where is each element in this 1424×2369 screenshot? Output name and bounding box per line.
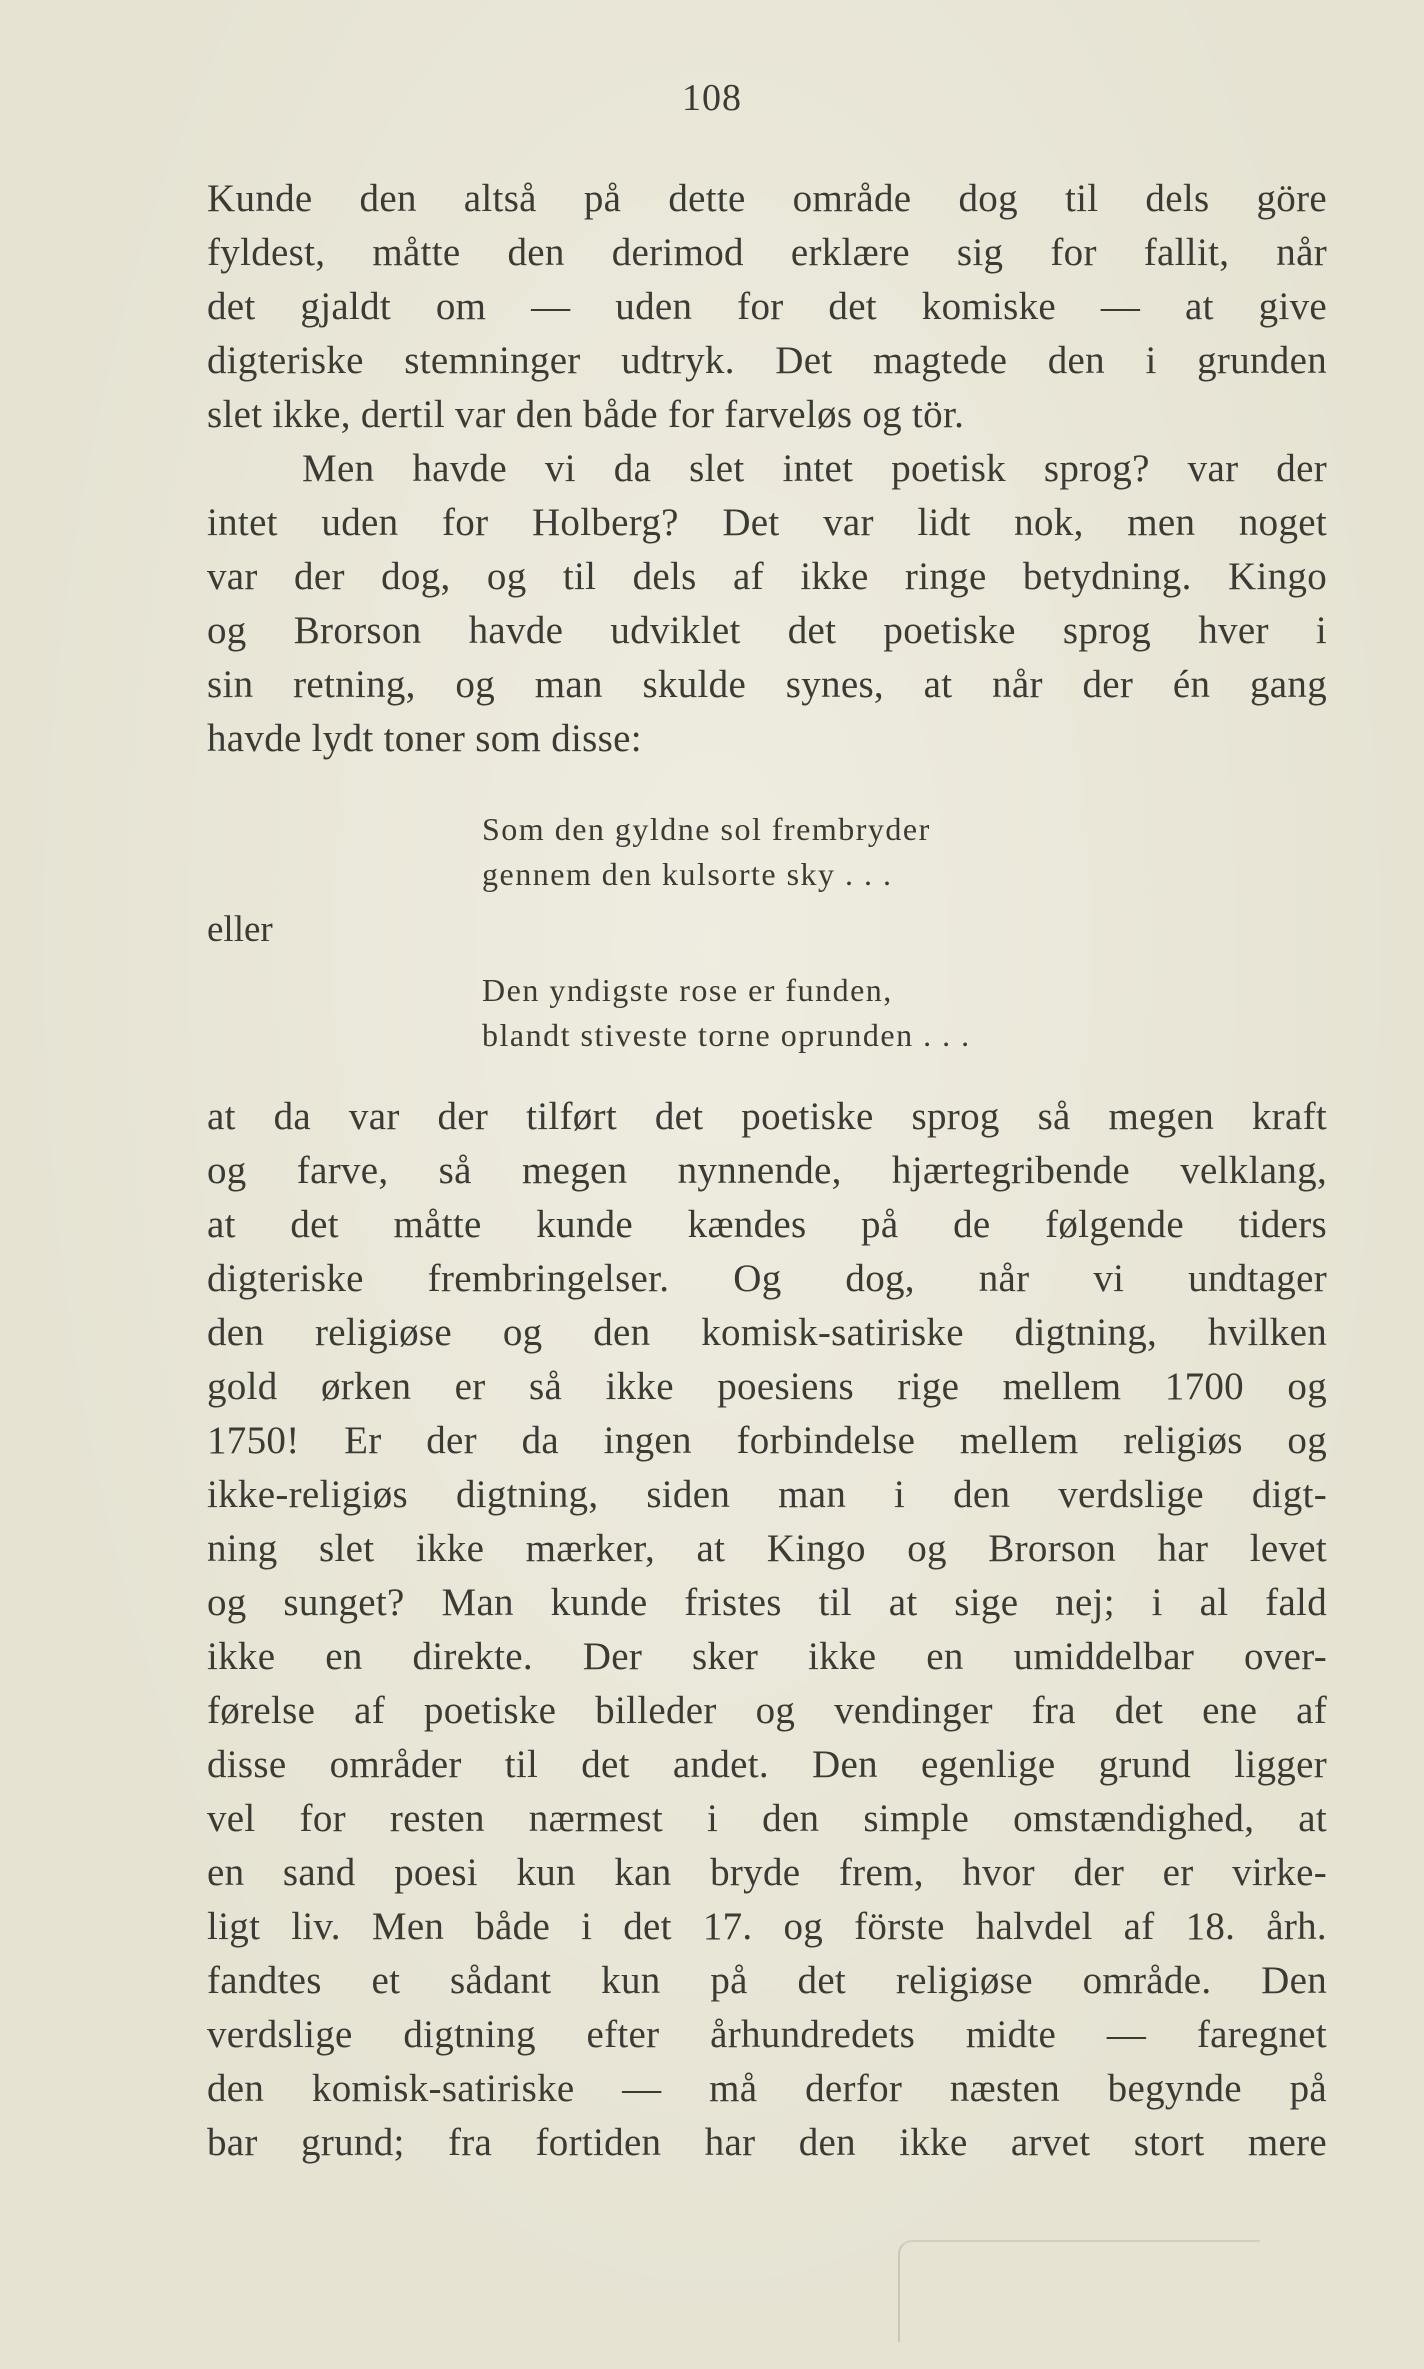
text-line: ikke-religiøs digtning, siden man i den verdslige digt- (207, 1473, 1327, 1516)
text-line: verdslige digtning efter århundredets midte — faregnet (207, 2013, 1327, 2056)
text-line: og Brorson havde udviklet det poetiske sprog hver i (207, 609, 1327, 652)
text-line: digteriske frembringelser. Og dog, når vi undtager (207, 1257, 1327, 1300)
text-line: at det måtte kunde kændes på de følgende tiders (207, 1203, 1327, 1246)
text-line: ikke en direkte. Der sker ikke en umiddelbar over- (207, 1635, 1327, 1678)
text-line: førelse af poetiske billeder og vendinger fra det ene af (207, 1689, 1327, 1732)
connector-word: eller (207, 909, 273, 950)
text-line: havde lydt toner som disse: (207, 717, 642, 760)
text-line: den komisk-satiriske — må derfor næsten begynde på (207, 2067, 1327, 2110)
text-line: en sand poesi kun kan bryde frem, hvor der er virke- (207, 1851, 1327, 1894)
text-line: ning slet ikke mærker, at Kingo og Brorson har levet (207, 1527, 1327, 1570)
text-line: fandtes et sådant kun på det religiøse område. Den (207, 1959, 1327, 2002)
text-line: vel for resten nærmest i den simple omstændighed, at (207, 1797, 1327, 1840)
text-line: slet ikke, dertil var den både for farveløs og tör. (207, 393, 965, 436)
text-line: bar grund; fra fortiden har den ikke arvet stort mere (207, 2121, 1327, 2164)
text-line: og sunget? Man kunde fristes til at sige nej; i al fald (207, 1581, 1327, 1624)
text-line: ligt liv. Men både i det 17. og förste halvdel af 18. årh. (207, 1905, 1327, 1948)
quote-line: Som den gyldne sol frembryder (482, 811, 931, 847)
text-line: den religiøse og den komisk-satiriske digtning, hvilken (207, 1311, 1327, 1354)
page-number: 108 (682, 77, 742, 119)
quote-line: gennem den kulsorte sky . . . (482, 856, 893, 892)
quote-line: Den yndigste rose er funden, (482, 972, 893, 1008)
text-line: og farve, så megen nynnende, hjærtegribende velklang, (207, 1149, 1327, 1192)
text-line: gold ørken er så ikke poesiens rige mellem 1700 og (207, 1365, 1327, 1408)
text-line: digteriske stemninger udtryk. Det magtede den i grunden (207, 339, 1327, 382)
text-line: at da var der tilført det poetiske sprog så megen kraft (207, 1095, 1327, 1138)
text-line: intet uden for Holberg? Det var lidt nok, men noget (207, 501, 1327, 544)
text-line: det gjaldt om — uden for det komiske — at give (207, 285, 1327, 328)
text-line: var der dog, og til dels af ikke ringe betydning. Kingo (207, 555, 1327, 598)
quote-line: blandt stiveste torne oprunden . . . (482, 1017, 971, 1053)
text-line: 1750! Er der da ingen forbindelse mellem religiøs og (207, 1419, 1327, 1462)
text-line: disse områder til det andet. Den egenlige grund ligger (207, 1743, 1327, 1786)
text-line: Men havde vi da slet intet poetisk sprog? var der (302, 447, 1327, 490)
text-line: fyldest, måtte den derimod erklære sig for fallit, når (207, 231, 1327, 274)
paper-fold-mark (898, 2240, 1260, 2342)
text-line: sin retning, og man skulde synes, at når der én gang (207, 663, 1327, 706)
text-line: Kunde den altså på dette område dog til dels göre (207, 177, 1327, 220)
